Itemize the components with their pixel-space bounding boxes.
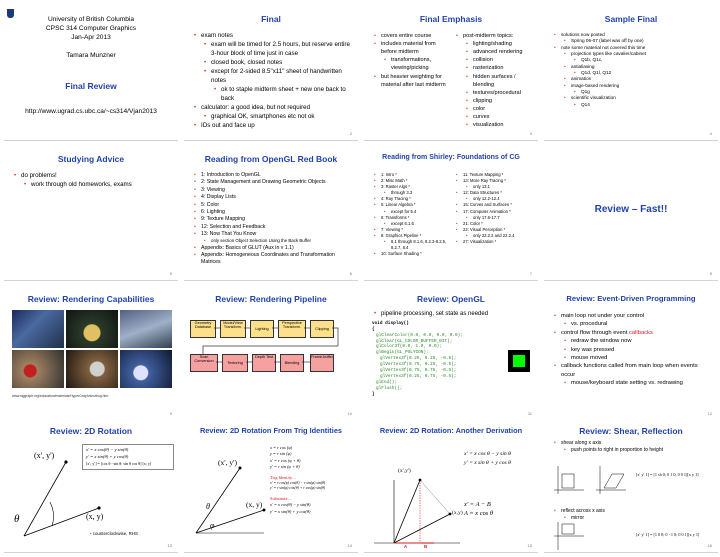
list-item: • includes material from before midterm — [381, 40, 450, 56]
substitute-heading: Substitute… — [270, 495, 292, 501]
render-image-1 — [12, 310, 64, 348]
pipeline-box-blending: Blending — [280, 354, 304, 372]
slide-final-emphasis — [364, 6, 538, 141]
code-line: { — [372, 326, 375, 332]
list-item: • advanced rendering — [473, 48, 532, 56]
slide-heading: Review: OpenGL — [416, 294, 485, 304]
list-item: • 2: Misc Math * — [381, 178, 450, 184]
list-item: • mirror — [571, 515, 712, 522]
slide-heading: Review: 2D Rotation — [49, 426, 133, 436]
list-item: • 21: Color * — [463, 221, 532, 227]
pipeline-box-lighting: Lighting — [250, 320, 274, 338]
list-item: • Q1b, Q1c, — [581, 57, 712, 63]
note-text: • counterclockwise, RHS — [90, 531, 138, 536]
slide-heading: Reading from Shirley: Foundations of CG — [382, 154, 520, 161]
segment-label-a: A — [404, 544, 408, 549]
point-label: (x, y) — [86, 512, 104, 521]
list-item: • but heavier weighting for material after last midterm — [381, 73, 450, 89]
list-item: • push points to right in proportion to height — [571, 447, 712, 454]
list-item: • antialiasing — [571, 64, 712, 70]
ubc-logo — [7, 9, 14, 18]
trig-heading: Trig Identity… — [270, 474, 297, 480]
page-number: 8 — [709, 271, 712, 276]
slide-shirley-reading — [364, 146, 538, 281]
pipeline-box-clipping: Clipping — [310, 320, 334, 338]
author-name: Tamara Munzner — [66, 51, 116, 59]
slide-heading: Review: Rendering Pipeline — [215, 294, 327, 304]
list-item: • 1: Introduction to OpenGL — [201, 172, 352, 179]
page-number: 3 — [529, 131, 532, 136]
pipeline-box-scan: Scan Conversion — [190, 354, 218, 372]
slide-studying-advice — [4, 146, 178, 281]
slide-heading: Review: Rendering Capabilities — [27, 294, 155, 304]
list-item: • note some material not covered this time — [561, 45, 712, 51]
list-item: • hidden surfaces / blending — [473, 73, 532, 89]
slide-event-driven — [544, 286, 718, 421]
code-line: glFlush(); — [376, 386, 403, 391]
list-item: • projection types like cavalier/cabinet — [571, 51, 712, 57]
code-line: glEnd(); — [376, 380, 398, 386]
code-line: glVertex3f(0.75, 0.25, -0.5); — [380, 362, 457, 368]
list-item: • 17: Computer Animation * — [463, 209, 532, 215]
page-number: 15 — [527, 543, 532, 548]
list-item: • scientific visualization — [571, 95, 712, 101]
list-item-text: control flow through event — [561, 329, 628, 336]
list-item: • only 17.6-17.7 — [473, 215, 532, 221]
list-item: • 6: Lighting — [201, 209, 352, 216]
list-item: • do problems! — [21, 172, 172, 181]
slide-heading: Studying Advice — [57, 154, 125, 164]
list-item: • clipping — [473, 97, 532, 105]
equation-line: x = r cos (φ) — [270, 445, 293, 450]
theta-label: θ — [14, 513, 20, 525]
list-item: • key was pressed — [571, 346, 712, 354]
point-label-prime: (x', y') — [34, 451, 55, 460]
list-item: • callback functions called from main loop when events occur — [561, 362, 712, 379]
page-number: 10 — [347, 411, 352, 416]
list-item: • 13: Now That You Know — [201, 231, 352, 238]
equation-line: y' = x sin(θ) + y cos(θ) — [270, 508, 311, 514]
list-item: • curves — [473, 113, 532, 121]
list-item: • 12: Selection and Feedback — [201, 224, 352, 231]
slide-heading: Review – Fast!! — [594, 204, 668, 215]
list-item: • reflect across x axis — [561, 508, 712, 515]
list-item: • through 3.3 — [391, 190, 450, 196]
pipeline-box-geometry: Geometry Database — [190, 320, 216, 338]
slide-title — [4, 6, 178, 141]
slide-rendering-capabilities — [4, 286, 178, 421]
list-item: • animation — [571, 76, 712, 82]
list-item: • post-midterm topics: — [463, 32, 532, 40]
render-image-5 — [66, 350, 118, 388]
list-item: • 3: Raster Algs * — [381, 184, 450, 190]
rotation-matrix: [x′; y′] = [cos θ −sin θ; sin θ cos θ] [x; y] — [86, 460, 152, 466]
page-number: 7 — [529, 271, 532, 276]
pipeline-box-framebuffer: Frame-buffer — [310, 354, 334, 372]
page-number: 12 — [707, 411, 712, 416]
list-item: • 9: Texture Mapping — [201, 216, 352, 223]
list-item: • work through old homeworks, exams — [31, 181, 172, 190]
note-label: counterclockwise, RHS — [92, 531, 138, 536]
list-item: • solutions now posted — [561, 32, 712, 38]
code-line: glClearColor(0.0, 0.0, 0.0, 0.0); — [376, 332, 463, 338]
list-item: • 12: Data Structures * — [463, 190, 532, 196]
code-line: glBegin(GL_POLYGON); — [376, 350, 429, 356]
slide-heading: Final — [261, 14, 281, 24]
list-item: • 13: More Ray Tracing * — [463, 178, 532, 184]
code-line: glVertex3f(0.25, 0.25, -0.5); — [380, 356, 457, 362]
list-item: • 5: Linear Algebra * — [381, 202, 450, 208]
slide-sample-final — [544, 6, 718, 141]
pipeline-box-modelview: Model/View Transform. — [220, 320, 246, 338]
university-name: University of British Columbia — [47, 16, 135, 23]
list-item: • only 22.2.2 and 22.2.4 — [473, 233, 532, 239]
list-item: • closed book, closed notes — [211, 59, 352, 68]
list-item: • 1: Intro * — [381, 172, 450, 178]
code-line: glColor3f(0.0, 1.0, 0.0); — [376, 344, 442, 350]
list-item: • graphical OK, smartphones etc not ok — [211, 113, 352, 122]
callbacks-highlight: callbacks — [629, 329, 653, 336]
page-number: 13 — [167, 543, 172, 548]
code-line: void display() — [372, 320, 409, 326]
list-item: • 7: Viewing * — [381, 227, 450, 233]
equation-line: y' = x sin θ + y cos θ — [464, 459, 511, 466]
page-number: 11 — [527, 411, 532, 416]
pipeline-box-depth: Depth Test — [252, 354, 276, 372]
list-item — [561, 329, 712, 337]
list-item: • 11: Texture Mapping * — [463, 172, 532, 178]
slide-heading: Final Emphasis — [419, 14, 483, 24]
slide-title-text: Final Review — [65, 80, 117, 91]
slide-opengl — [364, 286, 538, 421]
code-line: } — [372, 391, 375, 397]
slide-heading: Reading from OpenGL Red Book — [204, 154, 338, 164]
list-item: • Appendix: Homogeneous Coordinates and Transformation Matrices — [201, 252, 352, 267]
course-name: CPSC 314 Computer Graphics — [45, 24, 137, 32]
list-item: • except for 2-sided 8.5"x11" sheet of handwritten notes — [211, 68, 352, 86]
list-item: • covers entire course — [381, 32, 450, 40]
list-item: • transformations, viewing/picking — [391, 56, 450, 72]
slide-red-book — [184, 146, 358, 281]
reflect-matrix: [x′ y′ 1] = [1 0 0; 0 −1 0; 0 0 1][x y 1] — [636, 532, 700, 537]
slide-rotation-trig — [184, 418, 358, 553]
list-item: • except 6.1.6 — [391, 221, 450, 227]
list-item: • 4: Ray Tracing * — [381, 196, 450, 202]
list-item: • 4: Display Lists — [201, 194, 352, 201]
page-number: 6 — [349, 271, 352, 276]
point-label-prime: (x', y') — [218, 458, 237, 467]
equation-line: y' = x sin(θ) + y cos(θ) — [86, 453, 129, 459]
list-item: • 15: Curves and Surfaces * — [463, 202, 532, 208]
equation-line: y' = r sin (φ + θ) — [270, 464, 300, 470]
list-item: • 5: Color — [201, 202, 352, 209]
slide-review-fast — [544, 146, 718, 281]
pipeline-box-perspective: Perspective Transform. — [278, 320, 306, 338]
point-label: (x, y) — [246, 500, 263, 509]
equation-line: x' = A − B — [464, 501, 491, 508]
equation-line: x' = r cos (φ + θ) — [270, 457, 301, 463]
code-line: glVertex3f(0.75, 0.75, -0.5); — [380, 368, 457, 374]
list-item: • exam notes — [201, 32, 352, 41]
code-line: glVertex3f(0.25, 0.75, -0.5); — [380, 374, 457, 380]
equation-line: x' = x cos θ − y sin θ — [464, 451, 511, 457]
render-image-3 — [120, 310, 172, 348]
list-item: • mouse/keyboard state setting vs. redrawing — [571, 379, 712, 387]
list-item: • 27: Visualization * — [463, 239, 532, 245]
page-number: 5 — [169, 271, 172, 276]
green-square-render — [508, 350, 530, 372]
slide-heading: Review: Shear, Reflection — [579, 426, 683, 436]
list-item: • Appendix: Basics of GLUT (Aux in v 1.1) — [201, 245, 352, 252]
pipeline-box-texturing: Texturing — [222, 354, 248, 372]
list-item: • ok to staple midterm sheet + new one back to back — [221, 86, 352, 104]
list-item: • lighting/shading — [473, 40, 532, 48]
slide-rendering-pipeline — [184, 286, 358, 421]
point-label: (x,y) — [452, 510, 463, 516]
list-item: • redraw the window now — [571, 337, 712, 345]
page-number: 16 — [707, 543, 712, 548]
list-item: • Q14 — [581, 102, 712, 108]
list-item: • 8.1 through 8.1.6, 8.2.3-8.2.5, 8.2.7, 8.4 — [391, 239, 450, 251]
list-item: • visualization — [473, 121, 532, 129]
list-item: • shear along x axis — [561, 440, 712, 447]
phi-label: φ — [210, 521, 215, 530]
page-number: 9 — [169, 411, 172, 416]
page-number: 2 — [349, 131, 352, 136]
trig-diagram — [184, 418, 358, 552]
theta-label: θ — [206, 502, 210, 511]
list-item: • exam will be timed for 2.5 hours, but reserve entire 3-hour block of time just in case — [211, 41, 352, 59]
list-item: • 6: Transforms * — [381, 215, 450, 221]
slide-final — [184, 6, 358, 141]
list-item: • mouse moved — [571, 354, 712, 362]
slide-heading: Review: Event-Driven Programming — [566, 294, 696, 303]
equation-line: x' = x cos(θ) − y sin(θ) — [86, 447, 129, 452]
list-item: • main loop not under your control — [561, 312, 712, 320]
list-item: • Q1g — [581, 89, 712, 95]
segment-label-b: B — [424, 544, 428, 549]
image-caption[interactable]: www.siggraph.org/education/materials/HyperGraph/shutbug.htm — [12, 394, 109, 398]
list-item: • calculator: a good idea, but not required — [201, 104, 352, 113]
slide-2d-rotation — [4, 418, 178, 553]
course-date: Jan-Apr 2013 — [71, 33, 111, 41]
course-url[interactable]: http://www.ugrad.cs.ubc.ca/~cs314/Vjan2013 — [25, 108, 157, 116]
list-item: • IDs out and face up — [201, 122, 352, 131]
list-item: • 8: Graphics Pipeline * — [381, 233, 450, 239]
list-item: • 3: Viewing — [201, 187, 352, 194]
list-item: • rasterization — [473, 64, 532, 72]
render-image-4 — [12, 350, 64, 388]
list-item: • only 13.1 — [473, 184, 532, 190]
point-label-prime: (x',y') — [398, 468, 411, 474]
list-item: • only section Object Selection Using the Back Buffer — [211, 238, 352, 244]
list-item: • textures/procedural — [473, 89, 532, 97]
slide-heading: Review: 2D Rotation: Another Derivation — [379, 426, 523, 435]
list-item: • 22: Visual Perception * — [463, 227, 532, 233]
slide-rotation-derivation — [364, 418, 538, 553]
list-item: • pipeline processing, set state as needed — [381, 310, 532, 319]
code-line: glClear(GL_COLOR_BUFFER_BIT); — [376, 338, 453, 344]
render-image-2 — [66, 310, 118, 348]
list-item: • collision — [473, 56, 532, 64]
equation-line: y' = r sin(φ) cos(θ) + r cos(φ) sin(θ) — [270, 486, 326, 491]
list-item: • except for 5.4 — [391, 209, 450, 215]
list-item: • Q1d, Q1l, Q12 — [581, 70, 712, 76]
list-item: • only 12.2-12.4 — [473, 196, 532, 202]
equation-line: y = r sin (φ) — [270, 451, 292, 457]
derivation-diagram — [364, 418, 538, 552]
page-number: 14 — [347, 543, 352, 548]
list-item: • vs. procedural — [571, 320, 712, 328]
shear-matrix: [x′ y′ 1] = [1 sh 0; 0 1 0; 0 0 1][x y 1] — [636, 472, 699, 477]
render-image-6 — [120, 350, 172, 388]
list-item: • Spring 06-07 (label was off by one) — [571, 38, 712, 44]
equation-line: x' = x cos(θ) − y sin(θ) — [270, 502, 311, 508]
list-item: • 2: State Management and Drawing Geometric Objects — [201, 179, 352, 186]
equation-line: x' = r cos(φ) cos(θ) − r sin(φ) sin(θ) — [270, 480, 326, 485]
equation-line: A = x cos θ — [464, 510, 493, 518]
list-item: • image-based rendering — [571, 83, 712, 89]
slide-heading: Sample Final — [604, 14, 658, 24]
list-item: • 10: Surface Shading * — [381, 251, 450, 257]
page-number: 4 — [709, 131, 712, 136]
pipeline-arrows — [184, 286, 358, 420]
slide-heading: Review: 2D Rotation From Trig Identities — [199, 426, 343, 435]
slide-shear-reflection — [544, 418, 718, 553]
list-item: • color — [473, 105, 532, 113]
